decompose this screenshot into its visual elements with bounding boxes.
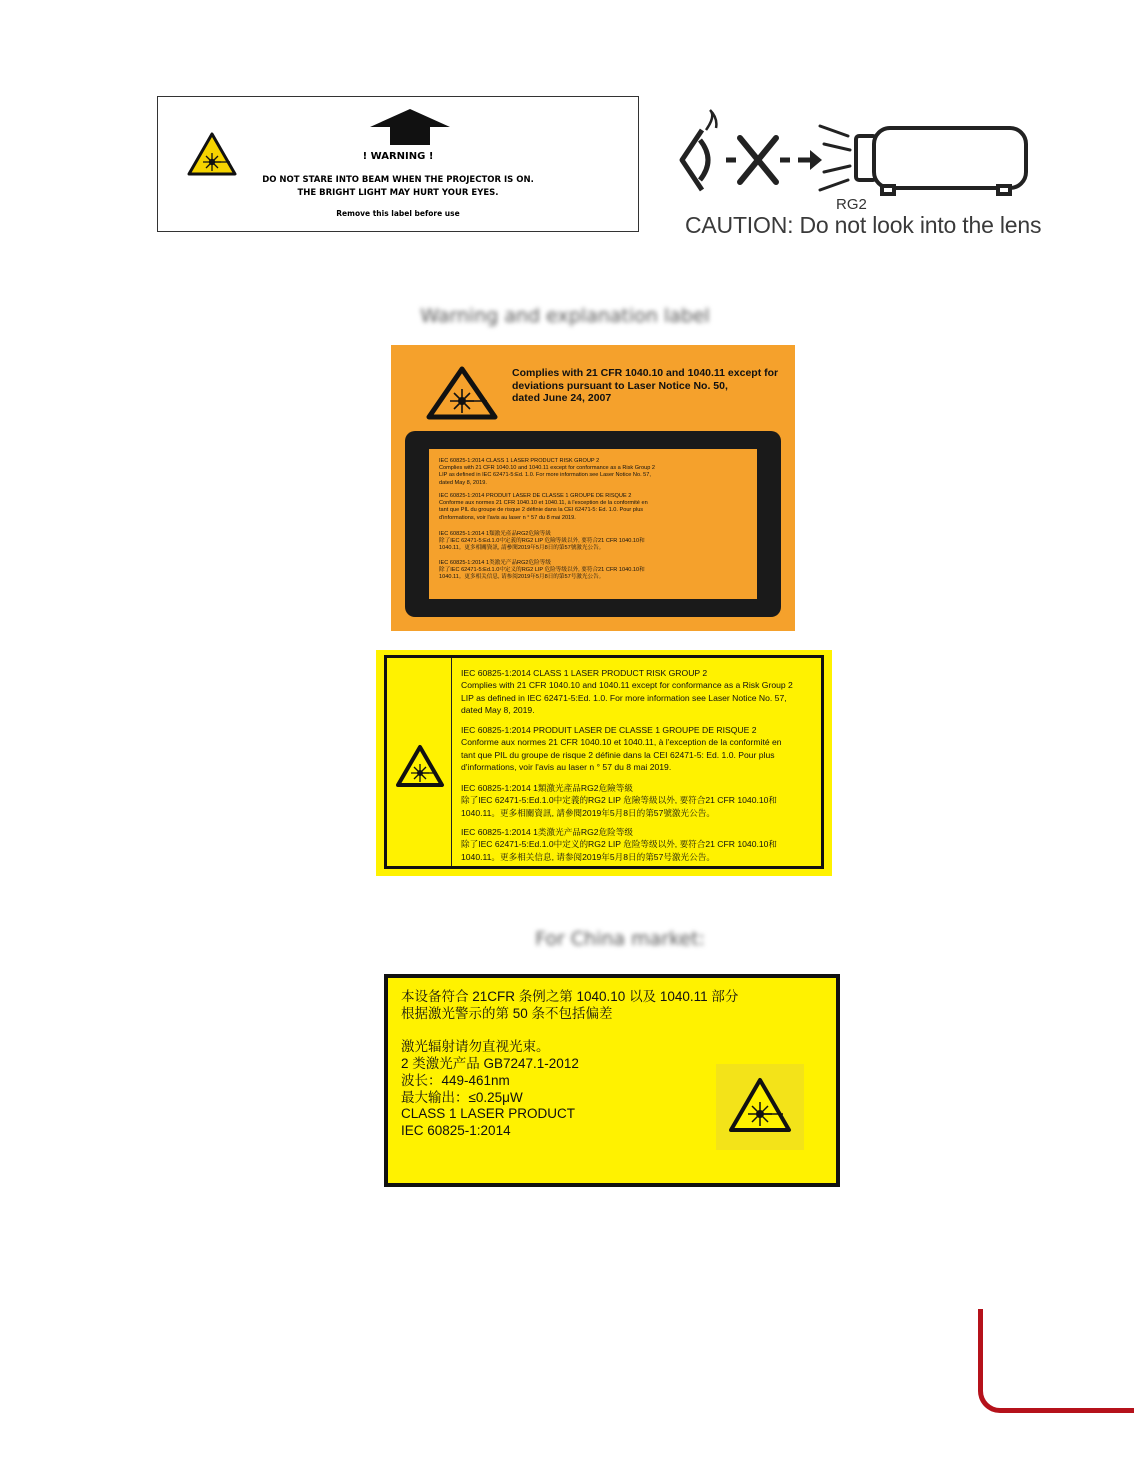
text-line: 1040.11。更多相關資訊, 請參閱2019年5月8日的第57號激光公告。 <box>461 807 715 818</box>
yellow-block-fr <box>461 724 813 773</box>
china-line: 最大输出：≤0.25μW <box>401 1090 523 1105</box>
warning-line-2: THE BRIGHT LIGHT MAY HURT YOUR EYES. <box>297 188 499 198</box>
china-line: 波长：449-461nm <box>401 1073 510 1088</box>
text-line: d'informations, voir l'avis au laser n ° 57 du 8 mai 2019. <box>439 514 576 521</box>
section-heading-warning: Warning and explanation label <box>420 305 710 327</box>
text-line: d'informations, voir l'avis au laser n ° 57 du 8 mai 2019. <box>461 761 672 772</box>
text-line: 除了IEC 62471-5:Ed.1.0中定义的RG2 LIP 危险等级以外, 要符合21 CFR 1040.10和 <box>439 567 645 574</box>
china-line: IEC 60825-1:2014 <box>401 1123 511 1138</box>
yellow-block-zh-tw <box>461 782 813 819</box>
text-line: IEC 60825-1:2014 PRODUIT LASER DE CLASSE 1 GROUPE DE RISQUE 2 <box>439 493 632 499</box>
text-line: Complies with 21 CFR 1040.10 and 1040.11 except for conformance as a Risk Group 2 <box>461 680 793 691</box>
text-line: IEC 60825-1:2014 PRODUIT LASER DE CLASSE 1 GROUPE DE RISQUE 2 <box>461 725 757 735</box>
laser-warning-icon <box>425 365 499 421</box>
yellow-label-divider <box>451 658 452 866</box>
compliance-line: Complies with 21 CFR 1040.10 and 1040.11 except for <box>512 367 779 379</box>
laser-warning-icon <box>727 1076 793 1134</box>
text-line: LIP as defined in IEC 62471-5:Ed. 1.0. For more information see Laser Notice No. 57, <box>461 692 787 703</box>
text-line: 除了IEC 62471-5:Ed.1.0中定義的RG2 LIP 危險等級以外, 要符合21 CFR 1040.10和 <box>461 795 778 806</box>
yellow-label-border <box>384 655 824 869</box>
caution-text: CAUTION: Do not look into the lens <box>685 212 1042 238</box>
china-line: 2 类激光产品 GB7247.1-2012 <box>401 1056 579 1071</box>
compliance-line: deviations pursuant to Laser Notice No. 50, <box>512 379 728 392</box>
text-line: IEC 60825-1:2014 1类激光产品RG2危险等级 <box>439 560 551 566</box>
orange-compliance-text <box>512 367 778 405</box>
china-line: 激光辐射请勿直视光束。 <box>401 1039 550 1054</box>
yellow-block-en <box>461 667 813 716</box>
orange-label-inner <box>429 449 757 599</box>
section-heading-china: For China market: <box>535 928 705 950</box>
cross-icon <box>740 138 776 182</box>
china-line: 本设备符合 21CFR 条例之第 1040.10 以及 1040.11 部分 <box>401 989 739 1004</box>
text-line: Complies with 21 CFR 1040.10 and 1040.11 except for conformance as a Risk Group 2 <box>439 465 655 472</box>
laser-warning-icon <box>395 744 445 788</box>
compliance-line: dated June 24, 2007 <box>512 392 612 404</box>
warning-label <box>157 96 639 232</box>
caution-graphic <box>672 108 1034 198</box>
yellow-block-zh-cn <box>461 826 813 863</box>
orange-block-zh-cn <box>439 560 751 582</box>
text-line: IEC 60825-1:2014 1類激光產品RG2危險等級 <box>461 783 633 793</box>
china-line: 根据激光警示的第 50 条不包括偏差 <box>401 1006 613 1021</box>
eye-icon <box>682 110 716 190</box>
orange-block-en <box>439 458 751 487</box>
warning-title: ! WARNING ! <box>362 151 434 162</box>
text-line: IEC 60825-1:2014 1類激光產品RG2危險等級 <box>439 531 551 537</box>
text-line: IEC 60825-1:2014 CLASS 1 LASER PRODUCT RISK GROUP 2 <box>461 668 708 678</box>
text-line: 1040.11。更多相关信息, 请参阅2019年5月8日的第57号激光公告。 <box>439 574 605 581</box>
orange-block-fr <box>439 493 751 522</box>
text-line: Conforme aux normes 21 CFR 1040.10 et 1040.11, à l'exception de la conformité en <box>461 737 782 748</box>
page-corner-decoration <box>978 1309 1134 1413</box>
text-line: dated May 8, 2019. <box>461 704 535 715</box>
text-line: tant que PIL du groupe de risque 2 définie dans la CEI 62471-5: Ed. 1.0. Pour plus <box>439 507 644 514</box>
risk-group: RG2 <box>836 196 867 213</box>
text-line: dated May 8, 2019. <box>439 479 487 486</box>
text-line: 1040.11。更多相關資訊, 請參閱2019年5月8日的第57號激光公告。 <box>439 545 605 552</box>
orange-block-zh-tw <box>439 531 751 553</box>
text-line: 除了IEC 62471-5:Ed.1.0中定義的RG2 LIP 危險等級以外, 要符合21 CFR 1040.10和 <box>439 538 645 545</box>
projector-icon <box>856 128 1026 194</box>
up-arrow-icon <box>370 109 450 145</box>
warning-line-1: DO NOT STARE INTO BEAM WHEN THE PROJECTOR IS ON. <box>262 175 534 185</box>
text-line: LIP as defined in IEC 62471-5:Ed. 1.0. For more information see Laser Notice No. 57, <box>439 472 651 479</box>
text-line: 1040.11。更多相关信息, 请参阅2019年5月8日的第57号激光公告。 <box>461 851 715 862</box>
yellow-risk-group-label <box>376 650 832 876</box>
china-market-label <box>384 974 840 1187</box>
text-line: Conforme aux normes 21 CFR 1040.10 et 1040.11, à l'exception de la conformité en <box>439 500 648 507</box>
orange-compliance-label <box>391 345 795 631</box>
china-icon-box <box>716 1064 804 1150</box>
orange-label-frame <box>405 431 781 617</box>
text-line: 除了IEC 62471-5:Ed.1.0中定义的RG2 LIP 危险等级以外, 要符合21 CFR 1040.10和 <box>461 839 778 850</box>
text-line: IEC 60825-1:2014 1类激光产品RG2危险等级 <box>461 827 633 837</box>
text-line: tant que PIL du groupe de risque 2 définie dans la CEI 62471-5: Ed. 1.0. Pour plus <box>461 749 775 760</box>
remove-note: Remove this label before use <box>336 209 460 218</box>
text-line: IEC 60825-1:2014 CLASS 1 LASER PRODUCT RISK GROUP 2 <box>439 458 600 464</box>
china-line: CLASS 1 LASER PRODUCT <box>401 1106 576 1121</box>
